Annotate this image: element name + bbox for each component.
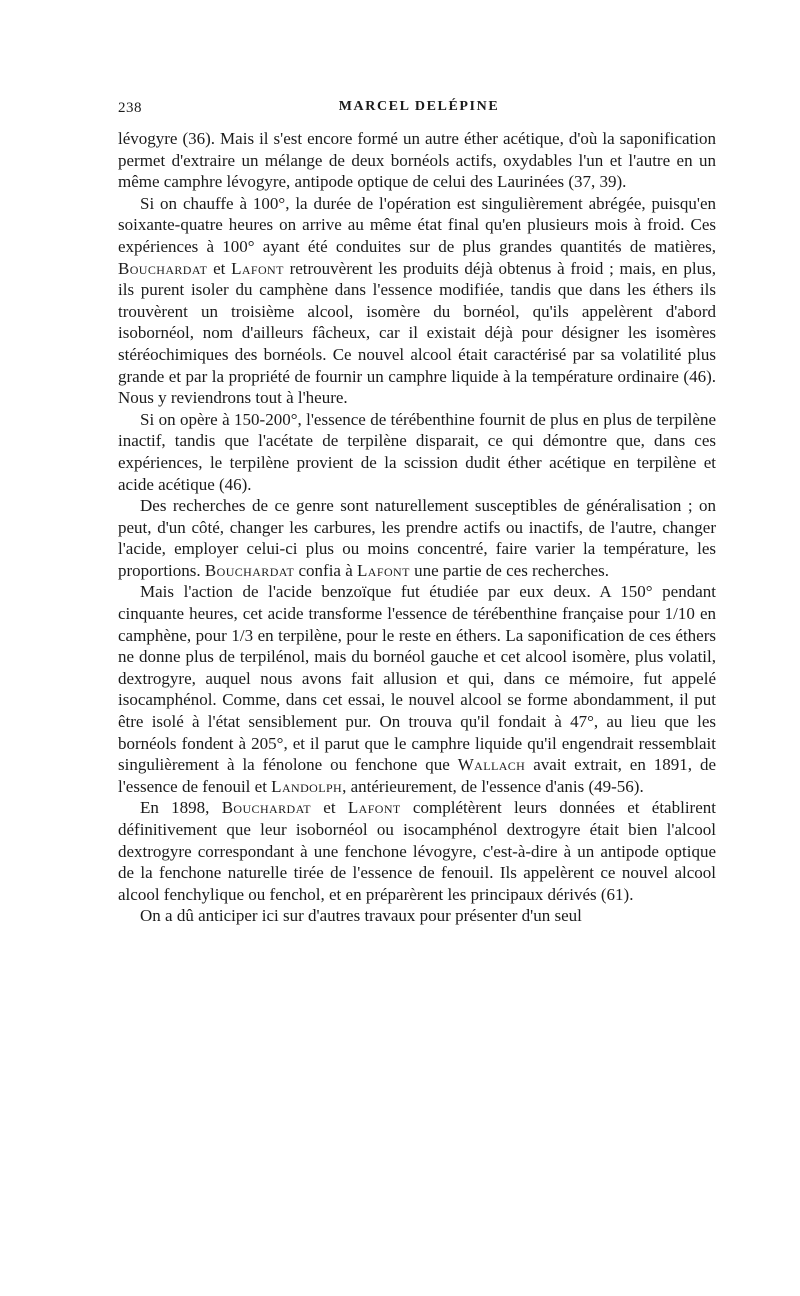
running-head [118, 96, 720, 120]
body-text [118, 128, 716, 927]
text-run: et [207, 258, 232, 278]
text-run: une partie de ces recherches. [409, 560, 609, 580]
text-run: complétèrent leurs données et établirent définitivement que leur isobornéol ou isocamphénol dextrogyre était bien l'alcool dextrogyre correspondant à une fenchone lévogyre, c'est-à-dire à un antipode optique de la fenchone naturelle tirée de l'essence de fenouil. Ils appelèrent ce nouvel alcool alcool fenchylique ou fenchol, et en préparèrent les principaux dérivés (61). [118, 798, 716, 904]
author-name: Landolph [271, 776, 343, 796]
text-run: En 1898, [140, 798, 222, 818]
text-run: On a dû anticiper ici sur d'autres travaux pour présenter d'un seul [140, 906, 582, 926]
author-name: Lafont [347, 798, 401, 818]
page-number: 238 [118, 100, 142, 116]
author-name: Lafont [231, 258, 284, 278]
text-run: avait extrait, en 1891, de l'essence de fenouil et [118, 755, 716, 796]
text-run: Mais l'action de l'acide benzoïque fut étudiée par eux deux. A 150° pendant cinquante heures, cet acide transforme l'essence de térébenthine française pour 1/10 en camphène, pour 1/3 en terpilène, pour le reste en éthers. La saponification de ces éthers ne donne plus de terpilénol, mais du bornéol gauche et cet alcool isomère, plus volatil, dextrogyre, auquel nous avons fait allusion et qui, dans ce mémoire, fut appelé isocamphénol. Comme, dans cet essai, le nouvel alcool se forme abondamment, il put être isolé à l'état sensiblement pur. On trouva qu'il fondait à 47°, au lieu que les bornéols fondent à 205°, et il parut que le camphre liquide qu'il engendrait ressemblait singulièrement à la fénolone ou fenchone que [118, 582, 716, 775]
paragraph [118, 409, 716, 495]
text-run: lévogyre (36). Mais il s'est encore formé un autre éther acétique, d'où la saponification permet d'extraire un mélange de deux bornéols actifs, oxydables l'un et l'autre en un même camphre lévogyre, antipode optique de celui des Laurinées (37, 39). [118, 129, 716, 192]
text-run: Des recherches de ce genre sont naturellement susceptibles de généralisation ; on peut, d'un côté, changer les carbures, les prendre actifs ou inactifs, de l'autre, changer l'acide, employer celui-ci plus ou moins concentré, faire varier la température, les proportions. [118, 496, 716, 580]
text-run: et [311, 798, 348, 818]
text-run: , antérieurement, de l'essence d'anis (49-56). [342, 776, 644, 796]
author-name: Bouchardat [118, 258, 208, 278]
author-name: Wallach [457, 755, 526, 775]
paragraph [118, 797, 716, 905]
paragraph [118, 495, 716, 581]
author-name: Bouchardat [204, 560, 295, 580]
author-name: Lafont [357, 560, 410, 580]
author-name: Bouchardat [221, 798, 312, 818]
text-run: retrouvèrent les produits déjà obtenus à froid ; mais, en plus, ils purent isoler du camphène dans l'essence modifiée, tandis que dans les éthers ils trouvèrent un troisième alcool, isomère du bornéol, qu'ils appelèrent d'abord isobornéol, nom d'ailleurs fâcheux, car il existait déjà pour désigner les isomères stéréochimiques des bornéols. Ce nouvel alcool était caractérisé par sa volatilité plus grande et par la propriété de fournir un camphre liquide à la température ordinaire (46). Nous y reviendrons tout à l'heure. [118, 258, 716, 408]
text-run: confia à [294, 560, 358, 580]
paragraph [118, 128, 716, 193]
text-run: Si on chauffe à 100°, la durée de l'opération est singulièrement abrégée, puisqu'en soixante-quatre heures on arrive au même état final qu'en plusieurs mois à froid. Ces expériences à 100° ayant été conduites sur de plus grandes quantités de matières, [118, 193, 716, 256]
running-title: MARCEL DELÉPINE [338, 99, 500, 114]
paragraph [118, 905, 716, 927]
text-run: Si on opère à 150-200°, l'essence de térébenthine fournit de plus en plus de terpilène inactif, tandis que l'acétate de terpilène disparait, ce qui démontre que, dans ces expériences, le terpilène provient de la scission dudit éther acétique en terpilène et acide acétique (46). [118, 409, 716, 494]
paragraph [118, 581, 716, 797]
paragraph [118, 193, 716, 409]
